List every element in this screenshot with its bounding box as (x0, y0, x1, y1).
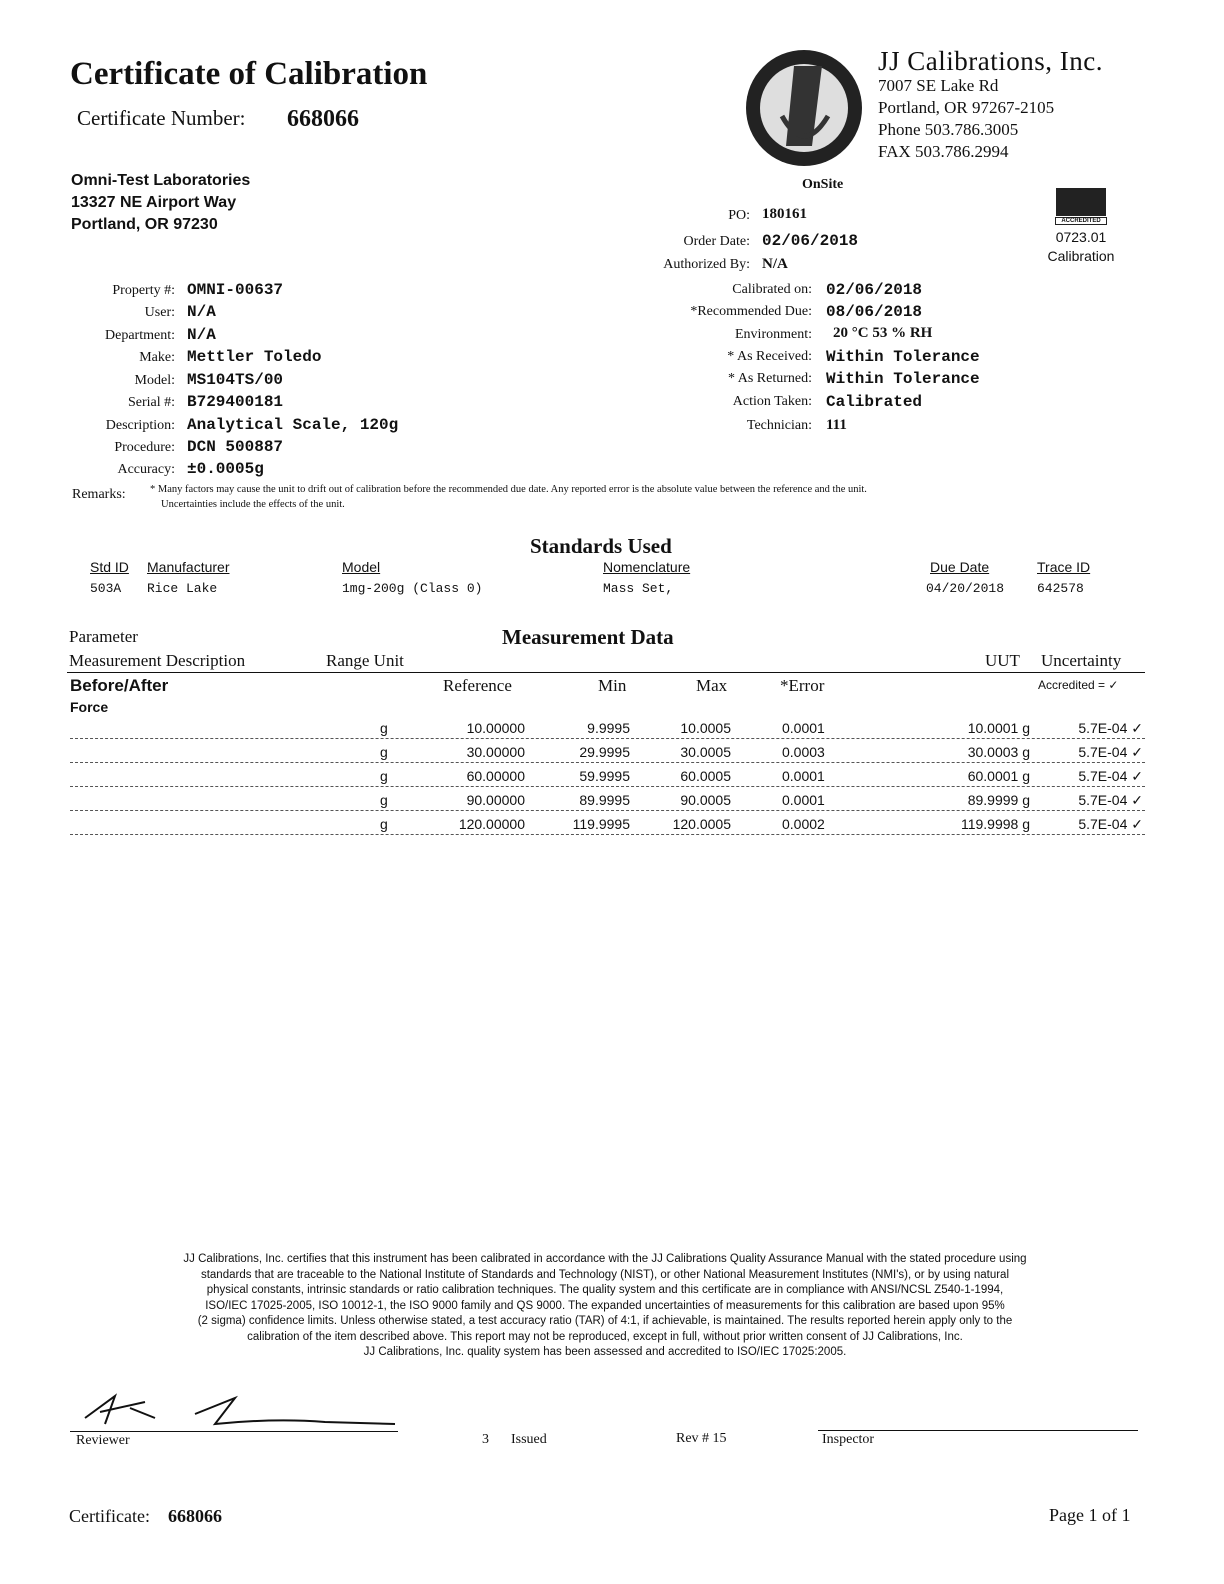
uut-cell: 30.0003 g (967, 744, 1030, 760)
technician-label: Technician: (746, 418, 812, 433)
uut-label: UUT (985, 651, 1020, 670)
uut-cell: 10.0001 g (967, 720, 1030, 736)
reference-header: Reference (443, 676, 512, 695)
error-cell: 0.0002 (782, 816, 825, 832)
page-number: Page 1 of 1 (1049, 1505, 1131, 1525)
description-label: Description: (105, 418, 175, 433)
company-phone: Phone 503.786.3005 (878, 120, 1019, 139)
company-name: JJ Calibrations, Inc. (878, 46, 1103, 76)
reviewer-label: Reviewer (76, 1433, 130, 1448)
nomenclature-header: Nomenclature (603, 559, 691, 575)
uncertainty-cell: 5.7E-04 ✓ (1078, 768, 1143, 784)
as-returned-value: Within Tolerance (826, 370, 980, 388)
section-label: Before/After (70, 676, 169, 695)
issued-label: Issued (511, 1432, 547, 1447)
footer-cert-number: 668066 (168, 1506, 222, 1526)
measurement-row (70, 738, 1145, 763)
page-title: Certificate of Calibration (70, 56, 428, 92)
property-number-label: Property #: (112, 283, 175, 298)
std-id-header: Std ID (90, 559, 129, 575)
a2la-logo-icon (1056, 188, 1106, 216)
remarks-label: Remarks: (72, 487, 126, 502)
unit-cell: g (380, 720, 388, 736)
header-divider (67, 672, 1145, 673)
user-value: N/A (187, 303, 216, 321)
certification-statement (100, 1252, 1110, 1361)
customer-street: 13327 NE Airport Way (71, 194, 237, 211)
statement-line: JJ Calibrations, Inc. certifies that this instrument has been calibrated in accordance with the JJ Calibrations Quality Assurance Manual with the stated procedure using (183, 1253, 1027, 1265)
footer-cert-label: Certificate: (69, 1506, 150, 1526)
unit-cell: g (380, 816, 388, 832)
statement-line: standards that are traceable to the National Institute of Standards and Technology (NIST), or other National Measurement Institutes (NMI's), or by using natural (200, 1268, 1010, 1281)
model-value: MS104TS/00 (187, 371, 284, 389)
min-header: Min (598, 676, 627, 695)
description-value: Analytical Scale, 120g (187, 416, 399, 434)
min-cell: 29.9995 (579, 744, 630, 760)
max-cell: 60.0005 (680, 768, 731, 784)
error-header: *Error (780, 676, 825, 695)
max-cell: 30.0005 (680, 744, 731, 760)
uut-cell: 89.9999 g (967, 792, 1030, 808)
parameter-label: Parameter (69, 627, 138, 646)
uncertainty-label: Uncertainty (1041, 651, 1122, 670)
trace-id-cell: 642578 (1037, 581, 1084, 596)
model-label: Model: (134, 373, 175, 388)
authorized-by-label: Authorized By: (663, 257, 750, 272)
error-cell: 0.0001 (782, 720, 825, 736)
min-cell: 119.9995 (572, 816, 630, 832)
as-returned-label: * As Returned: (728, 371, 812, 386)
accredited-legend: Accredited = ✓ (1038, 678, 1119, 692)
inspector-line (818, 1430, 1138, 1431)
make-label: Make: (139, 350, 175, 365)
measurement-row (70, 762, 1145, 787)
cert-number: 668066 (287, 106, 359, 132)
max-header: Max (696, 676, 728, 695)
company-logo-icon (742, 46, 866, 170)
statement-line: calibration of the item described above. This report may not be reproduced, except in full, without prior written consent of JJ Calibrations, Inc. (247, 1330, 963, 1343)
uncertainty-cell: 5.7E-04 ✓ (1078, 720, 1143, 736)
procedure-label: Procedure: (114, 440, 175, 455)
max-cell: 90.0005 (680, 792, 731, 808)
procedure-value: DCN 500887 (187, 438, 284, 456)
recommended-due-label: *Recommended Due: (690, 304, 812, 319)
environment-value: 20 °C 53 % RH (833, 325, 933, 341)
unit-cell: g (380, 792, 388, 808)
po-label: PO: (728, 208, 750, 223)
accredited-logo-text: ACCREDITED (1055, 217, 1107, 225)
authorized-by-value: N/A (762, 256, 788, 272)
min-cell: 59.9995 (579, 768, 630, 784)
remarks-line-2: Uncertainties include the effects of the unit. (161, 499, 345, 510)
standards-title: Standards Used (530, 534, 672, 558)
reference-cell: 90.00000 (466, 792, 525, 808)
as-received-value: Within Tolerance (826, 348, 980, 366)
department-label: Department: (105, 328, 175, 343)
reviewer-signature-icon (75, 1388, 405, 1434)
serial-label: Serial #: (127, 395, 175, 410)
reviewer-line (70, 1431, 398, 1432)
onsite-label: OnSite (802, 177, 844, 192)
error-cell: 0.0001 (782, 792, 825, 808)
company-fax: FAX 503.786.2994 (878, 142, 1009, 161)
range-unit-label: Range Unit (326, 651, 404, 670)
nomenclature-cell: Mass Set, (603, 581, 674, 596)
measurement-description-label: Measurement Description (69, 651, 246, 670)
unit-cell: g (380, 768, 388, 784)
customer-name: Omni-Test Laboratories (71, 172, 251, 189)
model-header: Model (342, 559, 381, 575)
uncertainty-cell: 5.7E-04 ✓ (1078, 744, 1143, 760)
calibrated-on-value: 02/06/2018 (826, 281, 923, 299)
accreditation-badge (1040, 188, 1122, 264)
measurement-title: Measurement Data (502, 625, 674, 649)
inspector-label: Inspector (822, 1432, 875, 1447)
accuracy-label: Accuracy: (117, 462, 175, 477)
revision-label: Rev # 15 (676, 1431, 727, 1446)
make-value: Mettler Toledo (187, 348, 322, 366)
accreditation-label: Calibration (1047, 248, 1115, 264)
manufacturer-header: Manufacturer (147, 559, 230, 575)
recommended-due-value: 08/06/2018 (826, 303, 923, 321)
due-date-header: Due Date (930, 559, 990, 575)
serial-value: B729400181 (187, 393, 284, 411)
group-label: Force (70, 699, 109, 715)
measurement-row (70, 786, 1145, 811)
user-label: User: (144, 305, 175, 320)
issued-number: 3 (482, 1432, 489, 1447)
statement-line: ISO/IEC 17025-2005, ISO 10012-1, the ISO 9000 family and QS 9000. The expanded uncertainties of measurements for this calibration are based upon 95% (205, 1299, 1005, 1312)
company-address (878, 75, 1054, 163)
unit-cell: g (380, 744, 388, 760)
statement-line: JJ Calibrations, Inc. quality system has been assessed and accredited to ISO/IEC 17025:2005. (363, 1346, 847, 1358)
property-number-value: OMNI-00637 (187, 281, 284, 299)
reference-cell: 120.00000 (458, 816, 525, 832)
reference-cell: 60.00000 (466, 768, 525, 784)
company-street: 7007 SE Lake Rd (878, 76, 999, 95)
action-taken-label: Action Taken: (732, 394, 812, 409)
error-cell: 0.0001 (782, 768, 825, 784)
department-value: N/A (187, 326, 216, 344)
po-value: 180161 (762, 206, 807, 222)
uncertainty-cell: 5.7E-04 ✓ (1078, 816, 1143, 832)
measurement-row (70, 714, 1145, 739)
technician-value: 111 (826, 417, 847, 433)
calibrated-on-label: Calibrated on: (732, 282, 812, 297)
action-taken-value: Calibrated (826, 393, 923, 411)
error-cell: 0.0003 (782, 744, 825, 760)
measurement-row (70, 810, 1145, 835)
reference-cell: 10.00000 (466, 720, 525, 736)
order-date-label: Order Date: (683, 234, 750, 249)
uut-cell: 119.9998 g (960, 816, 1030, 832)
customer-city: Portland, OR 97230 (71, 216, 218, 233)
as-received-label: * As Received: (727, 349, 812, 364)
statement-line: physical constants, intrinsic standards or ratio calibration techniques. The quality system and this certificate are in compliance with ANSI/NCSL Z540-1-1994, (206, 1284, 1004, 1296)
manufacturer-cell: Rice Lake (147, 581, 218, 596)
max-cell: 120.0005 (672, 816, 731, 832)
trace-id-header: Trace ID (1037, 559, 1091, 575)
accuracy-value: ±0.0005g (187, 460, 264, 478)
uut-cell: 60.0001 g (967, 768, 1030, 784)
remarks-line-1: * Many factors may cause the unit to drift out of calibration before the recommended due date. Any reported error is the absolute value between the reference and the unit. (150, 484, 867, 495)
statement-line: (2 sigma) confidence limits. Unless otherwise stated, a test accuracy ratio (TAR) of 4:1, if achievable, is maintained. The results reported herein apply only to the (197, 1315, 1013, 1327)
due-date-cell: 04/20/2018 (926, 581, 1005, 596)
environment-label: Environment: (735, 327, 812, 342)
cert-number-label: Certificate Number: (77, 106, 246, 130)
company-city: Portland, OR 97267-2105 (878, 98, 1055, 117)
max-cell: 10.0005 (680, 720, 731, 736)
accreditation-number: 0723.01 (1055, 229, 1107, 245)
min-cell: 9.9995 (587, 720, 630, 736)
reference-cell: 30.00000 (466, 744, 525, 760)
std-id-cell: 503A (90, 581, 122, 596)
customer-address (71, 170, 250, 236)
min-cell: 89.9995 (579, 792, 630, 808)
order-date-value: 02/06/2018 (762, 232, 859, 250)
uncertainty-cell: 5.7E-04 ✓ (1078, 792, 1143, 808)
model-cell: 1mg-200g (Class 0) (342, 581, 483, 596)
